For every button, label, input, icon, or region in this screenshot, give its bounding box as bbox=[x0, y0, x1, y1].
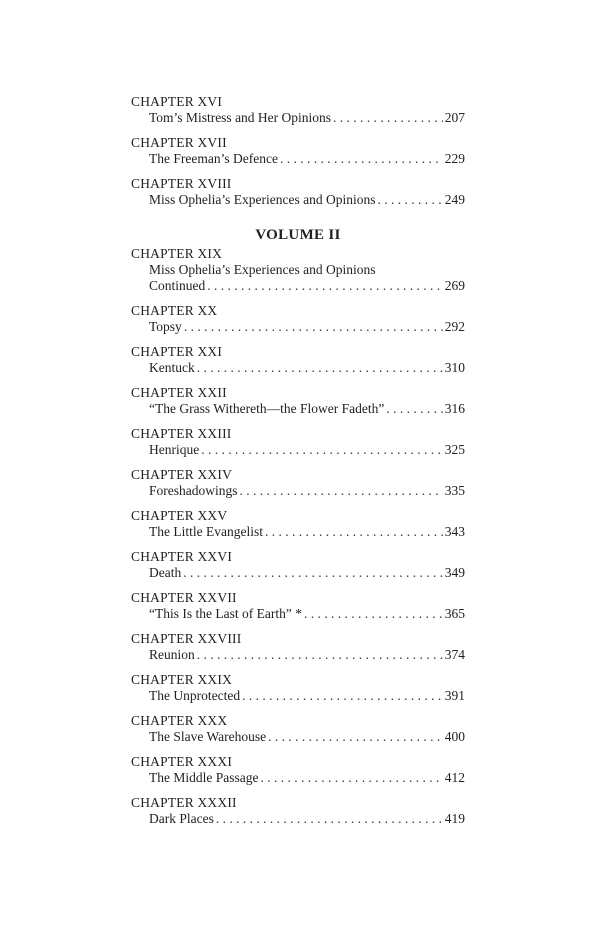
dot-leader bbox=[216, 811, 443, 827]
page-number: 335 bbox=[444, 483, 465, 498]
page-number: 292 bbox=[444, 319, 465, 334]
page-number: 310 bbox=[444, 360, 465, 375]
volume-heading: VOLUME II bbox=[255, 227, 341, 243]
page-number: 343 bbox=[444, 524, 465, 539]
dot-leader bbox=[240, 483, 443, 499]
dot-leader bbox=[304, 606, 443, 622]
chapter-title-first-line: Miss Ophelia’s Experiences and Opinions bbox=[149, 262, 376, 277]
chapter-title-line bbox=[131, 729, 465, 745]
dot-leader bbox=[260, 770, 442, 786]
chapter-title: Tom’s Mistress and Her Opinions bbox=[149, 110, 332, 125]
toc-entry bbox=[131, 176, 465, 208]
chapter-number: CHAPTER XXIV bbox=[131, 467, 233, 482]
page-number: 400 bbox=[444, 729, 465, 744]
chapter-title-line bbox=[131, 110, 465, 126]
chapter-number: CHAPTER XXX bbox=[131, 713, 228, 728]
chapter-title-line bbox=[131, 606, 465, 622]
toc-entry bbox=[131, 754, 465, 786]
chapter-title: The Freeman’s Defence bbox=[149, 151, 278, 166]
chapter-title: Miss Ophelia’s Experiences and Opinions bbox=[149, 192, 376, 207]
chapter-title-line bbox=[131, 811, 465, 827]
chapter-title-line bbox=[131, 565, 465, 581]
chapter-number: CHAPTER XXXI bbox=[131, 754, 233, 769]
chapter-title-line bbox=[131, 770, 465, 786]
dot-leader bbox=[183, 565, 443, 581]
dot-leader bbox=[242, 688, 443, 704]
chapter-title: Topsy bbox=[149, 319, 182, 334]
chapter-title: “This Is the Last of Earth” * bbox=[149, 606, 302, 621]
page-number: 391 bbox=[444, 688, 465, 703]
dot-leader bbox=[280, 151, 443, 167]
chapter-number: CHAPTER XXII bbox=[131, 385, 227, 400]
chapter-title-line bbox=[131, 401, 465, 417]
toc-entry bbox=[131, 549, 465, 581]
dot-leader bbox=[386, 401, 442, 417]
dot-leader bbox=[265, 524, 443, 540]
chapter-title-line bbox=[131, 278, 465, 294]
toc-entry bbox=[131, 467, 465, 499]
table-of-contents bbox=[131, 94, 465, 836]
dot-leader bbox=[197, 647, 443, 663]
toc-entry bbox=[131, 303, 465, 335]
dot-leader bbox=[184, 319, 443, 335]
chapter-number: CHAPTER XXVII bbox=[131, 590, 237, 605]
chapter-title-line bbox=[131, 483, 465, 499]
chapter-number: CHAPTER XXVIII bbox=[131, 631, 242, 646]
page-number: 325 bbox=[444, 442, 465, 457]
page-number: 365 bbox=[444, 606, 465, 621]
toc-entry bbox=[131, 246, 465, 294]
chapter-title-line bbox=[131, 360, 465, 376]
toc-entry bbox=[131, 590, 465, 622]
chapter-title: Death bbox=[149, 565, 182, 580]
toc-entry bbox=[131, 795, 465, 827]
dot-leader bbox=[377, 192, 442, 208]
toc-entry bbox=[131, 713, 465, 745]
chapter-number: CHAPTER XIX bbox=[131, 246, 223, 261]
dot-leader bbox=[207, 278, 443, 294]
chapter-title-line bbox=[131, 688, 465, 704]
chapter-title: Reunion bbox=[149, 647, 195, 662]
dot-leader bbox=[201, 442, 443, 458]
chapter-title: The Slave Warehouse bbox=[149, 729, 267, 744]
chapter-number: CHAPTER XXIII bbox=[131, 426, 232, 441]
page-number: 412 bbox=[444, 770, 465, 785]
chapter-title: Dark Places bbox=[149, 811, 214, 826]
dot-leader bbox=[197, 360, 443, 376]
chapter-number: CHAPTER XVII bbox=[131, 135, 227, 150]
toc-entry bbox=[131, 631, 465, 663]
page-number: 207 bbox=[444, 110, 465, 125]
chapter-number: CHAPTER XXI bbox=[131, 344, 223, 359]
chapter-number: CHAPTER XXV bbox=[131, 508, 228, 523]
dot-leader bbox=[333, 110, 443, 126]
toc-entry bbox=[131, 94, 465, 126]
page-number: 374 bbox=[444, 647, 465, 662]
chapter-number: CHAPTER XX bbox=[131, 303, 218, 318]
chapter-title-line bbox=[131, 151, 465, 167]
chapter-title: Kentuck bbox=[149, 360, 195, 375]
chapter-title: “The Grass Withereth—the Flower Fadeth” bbox=[149, 401, 385, 416]
toc-entry bbox=[131, 508, 465, 540]
chapter-number: CHAPTER XVI bbox=[131, 94, 223, 109]
toc-entry bbox=[131, 385, 465, 417]
chapter-title: The Little Evangelist bbox=[149, 524, 263, 539]
dot-leader bbox=[268, 729, 443, 745]
chapter-title: Henrique bbox=[149, 442, 200, 457]
chapter-number: CHAPTER XXVI bbox=[131, 549, 233, 564]
chapter-number: CHAPTER XXXII bbox=[131, 795, 237, 810]
page-number: 269 bbox=[444, 278, 465, 293]
toc-entry bbox=[131, 344, 465, 376]
chapter-title: Foreshadowings bbox=[149, 483, 238, 498]
toc-entry bbox=[131, 426, 465, 458]
chapter-title-line bbox=[131, 647, 465, 663]
chapter-title-line bbox=[131, 319, 465, 335]
chapter-title-line bbox=[131, 442, 465, 458]
chapter-title-line bbox=[131, 192, 465, 208]
page-number: 316 bbox=[444, 401, 465, 416]
page-number: 229 bbox=[444, 151, 465, 166]
toc-entry bbox=[131, 672, 465, 704]
page-number: 349 bbox=[444, 565, 465, 580]
page-number: 419 bbox=[444, 811, 465, 826]
chapter-number: CHAPTER XVIII bbox=[131, 176, 232, 191]
chapter-title: The Unprotected bbox=[149, 688, 241, 703]
toc-entry bbox=[131, 135, 465, 167]
chapter-title: The Middle Passage bbox=[149, 770, 259, 785]
page-number: 249 bbox=[444, 192, 465, 207]
chapter-number: CHAPTER XXIX bbox=[131, 672, 233, 687]
chapter-title-line bbox=[131, 524, 465, 540]
chapter-title: Continued bbox=[149, 278, 206, 293]
